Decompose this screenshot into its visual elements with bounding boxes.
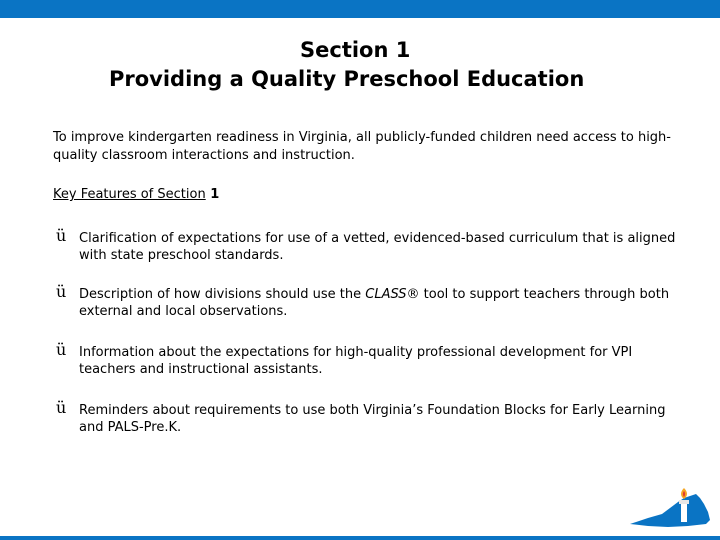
checkmark-icon: ü (56, 398, 67, 417)
feature-item (0, 340, 720, 384)
feature-item (0, 282, 720, 326)
feature-item (0, 398, 720, 442)
bottom-banner-bar (0, 536, 720, 540)
feature-text-part: tool to support teachers through both external and local observations. (79, 287, 670, 319)
class-tool-name: CLASS® (365, 287, 420, 302)
intro-paragraph: To improve kindergarten readiness in Virginia, all publicly-funded children need access to high-quality classroom interactions and instruction. (53, 130, 671, 163)
checkmark-icon: ü (56, 282, 67, 301)
feature-item-text: Reminders about requirements to use both Virginia’s Foundation Blocks for Early Learning and PALS-Pre.K. (79, 403, 666, 435)
top-banner-bar (0, 0, 720, 18)
page-title-line-2: Providing a Quality Preschool Education (109, 67, 585, 91)
checkmark-icon: ü (56, 226, 67, 245)
feature-item-text: Information about the expectations for high-quality professional development for VPI teachers and instructional assistants. (79, 345, 633, 377)
feature-item-text (79, 286, 679, 320)
features-heading-text: Key Features of Section (53, 187, 206, 202)
feature-item-text: Clarification of expectations for use of a vetted, evidenced-based curriculum that is aligned with state preschool standards. (79, 231, 676, 263)
features-heading (53, 187, 219, 202)
checkmark-icon: ü (56, 340, 67, 359)
virginia-state-torch-logo-icon (628, 484, 712, 536)
page-title-line-1: Section 1 (300, 38, 411, 62)
features-heading-number: 1 (210, 187, 220, 202)
feature-text-part: Description of how divisions should use the (79, 287, 366, 302)
feature-item (0, 226, 720, 270)
